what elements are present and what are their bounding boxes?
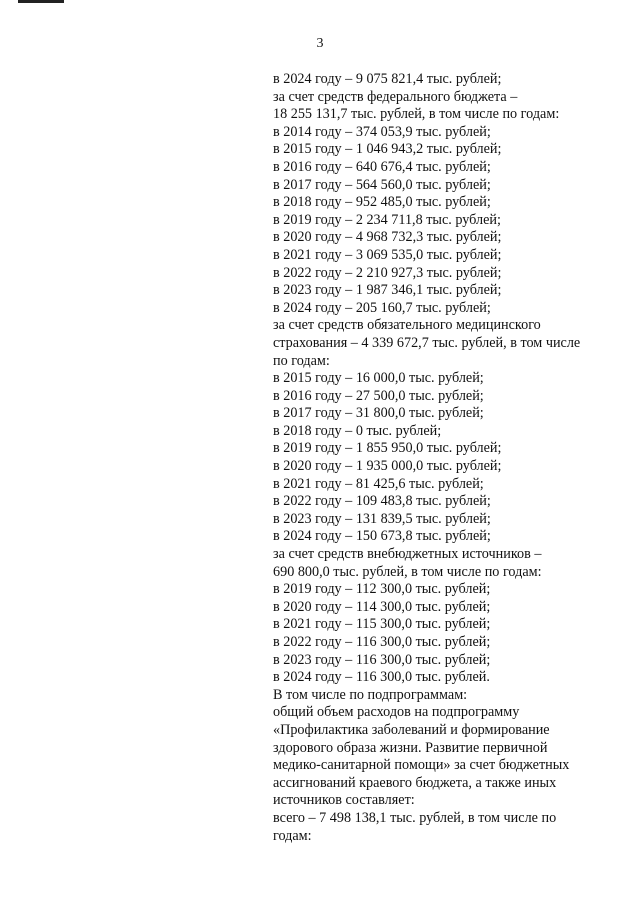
text-line: в 2018 году – 952 485,0 тыс. рублей; <box>273 194 491 211</box>
text-line: в 2020 году – 1 935 000,0 тыс. рублей; <box>273 458 502 475</box>
text-line: «Профилактика заболеваний и формирование <box>273 721 550 738</box>
text-line: В том числе по подпрограммам: <box>273 686 468 703</box>
text-line: в 2022 году – 2 210 927,3 тыс. рублей; <box>273 264 502 281</box>
text-line: по годам: <box>273 352 330 369</box>
text-line: в 2023 году – 1 987 346,1 тыс. рублей; <box>273 282 502 299</box>
text-line: в 2016 году – 27 500,0 тыс. рублей; <box>273 387 484 404</box>
document-body-text <box>273 71 608 845</box>
text-line: за счет средств федерального бюджета – <box>273 88 518 105</box>
text-line: в 2018 году – 0 тыс. рублей; <box>273 422 442 439</box>
text-line: в 2023 году – 131 839,5 тыс. рублей; <box>273 510 491 527</box>
text-line: страхования – 4 339 672,7 тыс. рублей, в том числе <box>273 334 581 351</box>
text-line: в 2019 году – 112 300,0 тыс. рублей; <box>273 581 491 598</box>
text-line: в 2022 году – 109 483,8 тыс. рублей; <box>273 493 491 510</box>
text-line: медико-санитарной помощи» за счет бюджетных <box>273 757 570 774</box>
text-line: всего – 7 498 138,1 тыс. рублей, в том числе по <box>273 809 557 826</box>
text-line: в 2022 году – 116 300,0 тыс. рублей; <box>273 634 491 650</box>
text-line: в 2020 году – 4 968 732,3 тыс. рублей; <box>273 229 502 246</box>
text-line: в 2020 году – 114 300,0 тыс. рублей; <box>273 598 491 615</box>
text-line: годам: <box>273 827 312 844</box>
text-line: общий объем расходов на подпрограмму <box>273 704 520 721</box>
text-line: здорового образа жизни. Развитие первичной <box>273 739 548 756</box>
scan-corner-mark <box>18 0 64 3</box>
text-line: в 2021 году – 3 069 535,0 тыс. рублей; <box>273 246 502 263</box>
text-line: в 2015 году – 16 000,0 тыс. рублей; <box>273 370 484 387</box>
text-line: за счет средств внебюджетных источников – <box>273 546 542 563</box>
text-line: в 2017 году – 31 800,0 тыс. рублей; <box>273 405 484 422</box>
page-number: 3 <box>316 36 324 51</box>
text-line: в 2019 году – 2 234 711,8 тыс. рублей; <box>273 211 501 228</box>
text-line: в 2014 году – 374 053,9 тыс. рублей; <box>273 123 491 140</box>
text-line: в 2019 году – 1 855 950,0 тыс. рублей; <box>273 440 502 457</box>
text-line: в 2021 году – 115 300,0 тыс. рублей; <box>273 616 491 633</box>
text-line: за счет средств обязательного медицинского <box>273 317 541 334</box>
text-line: в 2017 году – 564 560,0 тыс. рублей; <box>273 176 491 193</box>
text-line: в 2024 году – 9 075 821,4 тыс. рублей; <box>273 71 502 87</box>
text-line: в 2024 году – 150 673,8 тыс. рублей; <box>273 528 491 545</box>
text-line: в 2024 году – 205 160,7 тыс. рублей; <box>273 299 491 316</box>
text-line: в 2021 году – 81 425,6 тыс. рублей; <box>273 475 484 492</box>
text-line: в 2023 году – 116 300,0 тыс. рублей; <box>273 651 491 668</box>
text-line: источников составляет: <box>273 792 415 809</box>
text-line: 18 255 131,7 тыс. рублей, в том числе по годам: <box>273 106 560 123</box>
text-line: 690 800,0 тыс. рублей, в том числе по годам: <box>273 563 542 580</box>
text-line: в 2024 году – 116 300,0 тыс. рублей. <box>273 669 490 686</box>
text-line: в 2015 году – 1 046 943,2 тыс. рублей; <box>273 141 502 158</box>
text-line: в 2016 году – 640 676,4 тыс. рублей; <box>273 158 491 175</box>
text-line: ассигнований краевого бюджета, а также иных <box>273 774 557 791</box>
